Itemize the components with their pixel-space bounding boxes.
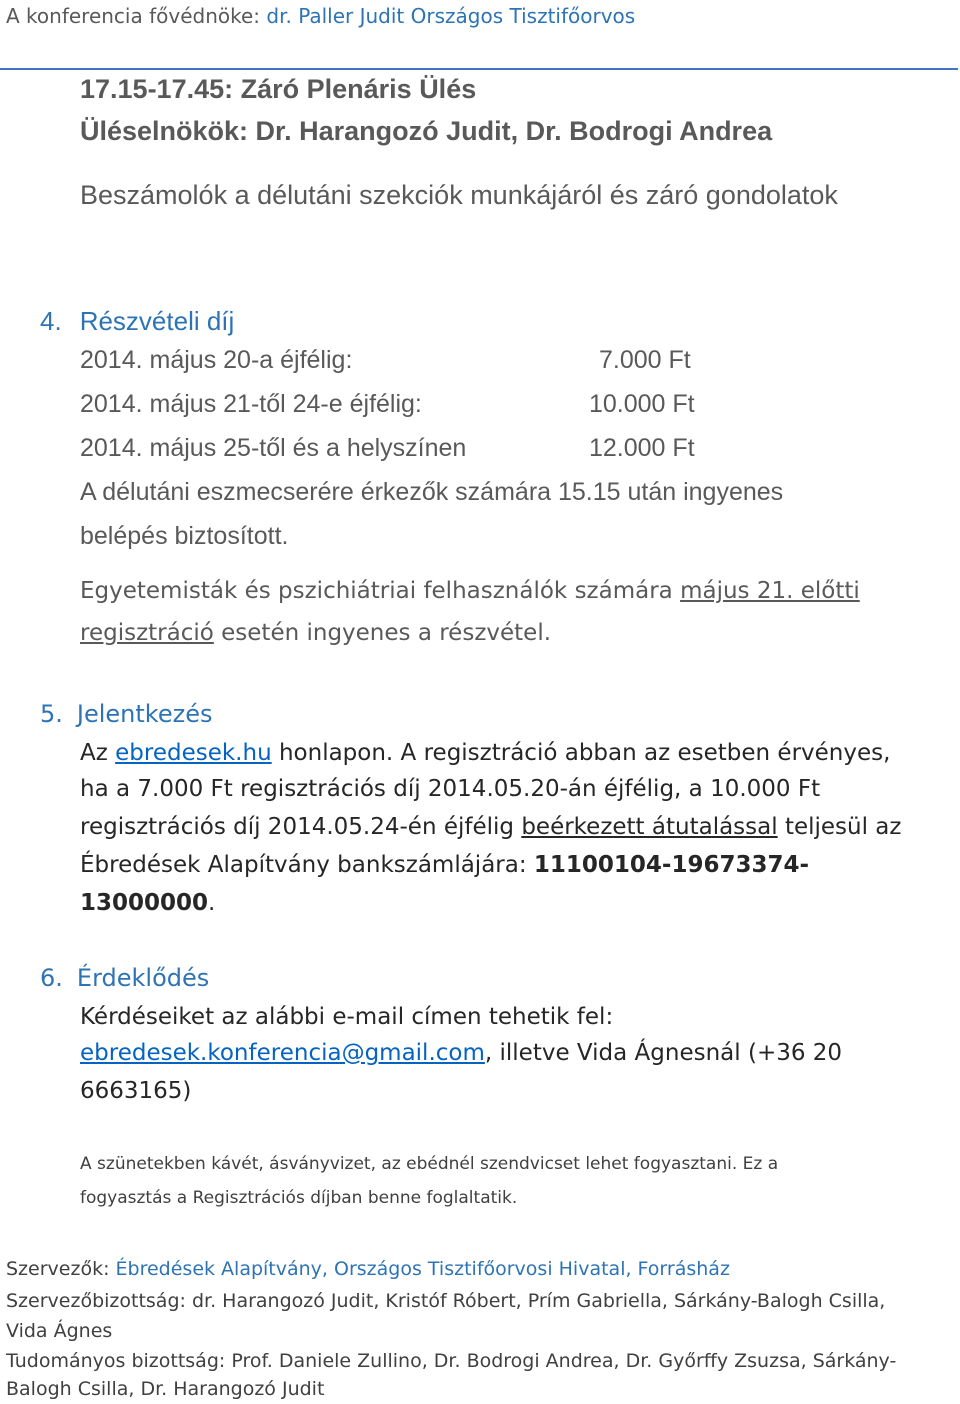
science-committee-line-1: Tudományos bizottság: Prof. Daniele Zullino, Dr. Bodrogi Andrea, Dr. Győrffy Zsuzsa, Sárkány- <box>6 1350 897 1372</box>
committee-line-1: Szervezőbizottság: dr. Harangozó Judit, Kristóf Róbert, Prím Gabriella, Sárkány-Balogh Csilla, <box>6 1290 886 1312</box>
fee-label-1: 2014. május 20-a éjfélig: <box>80 346 353 374</box>
committee-line-2: Vida Ágnes <box>6 1320 113 1342</box>
fees-heading <box>40 306 234 337</box>
registration-text: Az <box>80 740 116 766</box>
patron-prefix: A konferencia fővédnöke: <box>6 4 267 28</box>
ebredesek-link[interactable]: ebredesek.hu <box>115 740 272 766</box>
students-line-1 <box>80 578 860 604</box>
organizers-line <box>6 1258 730 1280</box>
inquiry-number: 6. <box>40 964 63 992</box>
fee-value-1: 7.000 Ft <box>599 346 691 374</box>
registration-line-3 <box>80 814 901 840</box>
fee-label-2: 2014. május 21-től 24-e éjfélig: <box>80 390 422 418</box>
inquiry-heading-text: Érdeklődés <box>76 964 210 992</box>
registration-number: 5. <box>40 700 63 728</box>
bank-account: 11100104-19673374- <box>533 852 810 878</box>
inquiry-text: , illetve Vida Ágnesnál (+36 20 <box>484 1040 843 1066</box>
free-entry-line-1: A délutáni eszmecserére érkezők számára 15.15 után ingyenes <box>80 478 784 506</box>
students-registration: regisztráció <box>80 620 214 646</box>
registration-heading-text: Jelentkezés <box>76 700 213 728</box>
science-committee-line-2: Balogh Csilla, Dr. Harangozó Judit <box>6 1378 325 1400</box>
registration-line-4 <box>80 852 809 878</box>
registration-line-1 <box>80 740 890 766</box>
closing-title: 17.15-17.45: Záró Plenáris Ülés <box>80 74 477 104</box>
fee-value-2: 10.000 Ft <box>589 390 695 418</box>
patron-title: Országos Tisztifőorvos <box>404 4 636 28</box>
registration-text: Ébredések Alapítvány bankszámlájára: <box>80 852 534 878</box>
free-entry-line-2: belépés biztosított. <box>80 522 289 550</box>
patron-line <box>6 4 635 28</box>
registration-line-2: ha a 7.000 Ft regisztrációs díj 2014.05.20-án éjfélig, a 10.000 Ft <box>80 776 821 802</box>
students-line-2 <box>80 620 551 646</box>
organizers-list: Ébredések Alapítvány, Országos Tisztifőorvosi Hivatal, Forrásház <box>115 1258 730 1280</box>
registration-text: . <box>208 890 216 916</box>
fee-value-3: 12.000 Ft <box>589 434 695 462</box>
fee-label-3: 2014. május 25-től és a helyszínen <box>80 434 467 462</box>
registration-line-5 <box>80 890 215 916</box>
closing-chairs: Üléselnökök: Dr. Harangozó Judit, Dr. Bodrogi Andrea <box>80 116 773 146</box>
fees-heading-text: Részvételi díj <box>79 306 235 336</box>
students-deadline: május 21. előtti <box>680 578 860 604</box>
inquiry-line-2 <box>80 1040 842 1066</box>
closing-description: Beszámolók a délutáni szekciók munkájáról és záró gondolatok <box>80 180 838 210</box>
registration-text: teljesül az <box>777 814 902 840</box>
registration-heading <box>40 700 212 728</box>
inquiry-line-3: 6663165) <box>80 1078 192 1104</box>
note-line-2: fogyasztás a Regisztrációs díjban benne foglaltatik. <box>80 1188 518 1208</box>
registration-text: regisztrációs díj 2014.05.24-én éjfélig <box>80 814 522 840</box>
students-text: Egyetemisták és pszichiátriai felhasználók számára <box>80 578 681 604</box>
note-line-1: A szünetekben kávét, ásványvizet, az ebédnél szendvicset lehet fogyasztani. Ez a <box>80 1154 779 1174</box>
inquiry-line-1: Kérdéseiket az alábbi e-mail címen tehetik fel: <box>80 1004 614 1030</box>
transfer-phrase: beérkezett átutalással <box>521 814 778 840</box>
students-text-end: esetén ingyenes a részvétel. <box>213 620 552 646</box>
organizers-label: Szervezők: <box>6 1258 116 1280</box>
patron-name: dr. Paller Judit <box>266 4 405 28</box>
bank-account-end: 13000000 <box>80 890 209 916</box>
registration-text: honlapon. A regisztráció abban az esetben érvényes, <box>271 740 891 766</box>
header-divider <box>0 68 958 70</box>
email-link[interactable]: ebredesek.konferencia@gmail.com <box>80 1040 485 1066</box>
inquiry-heading <box>40 964 209 992</box>
fees-number: 4. <box>40 306 62 336</box>
